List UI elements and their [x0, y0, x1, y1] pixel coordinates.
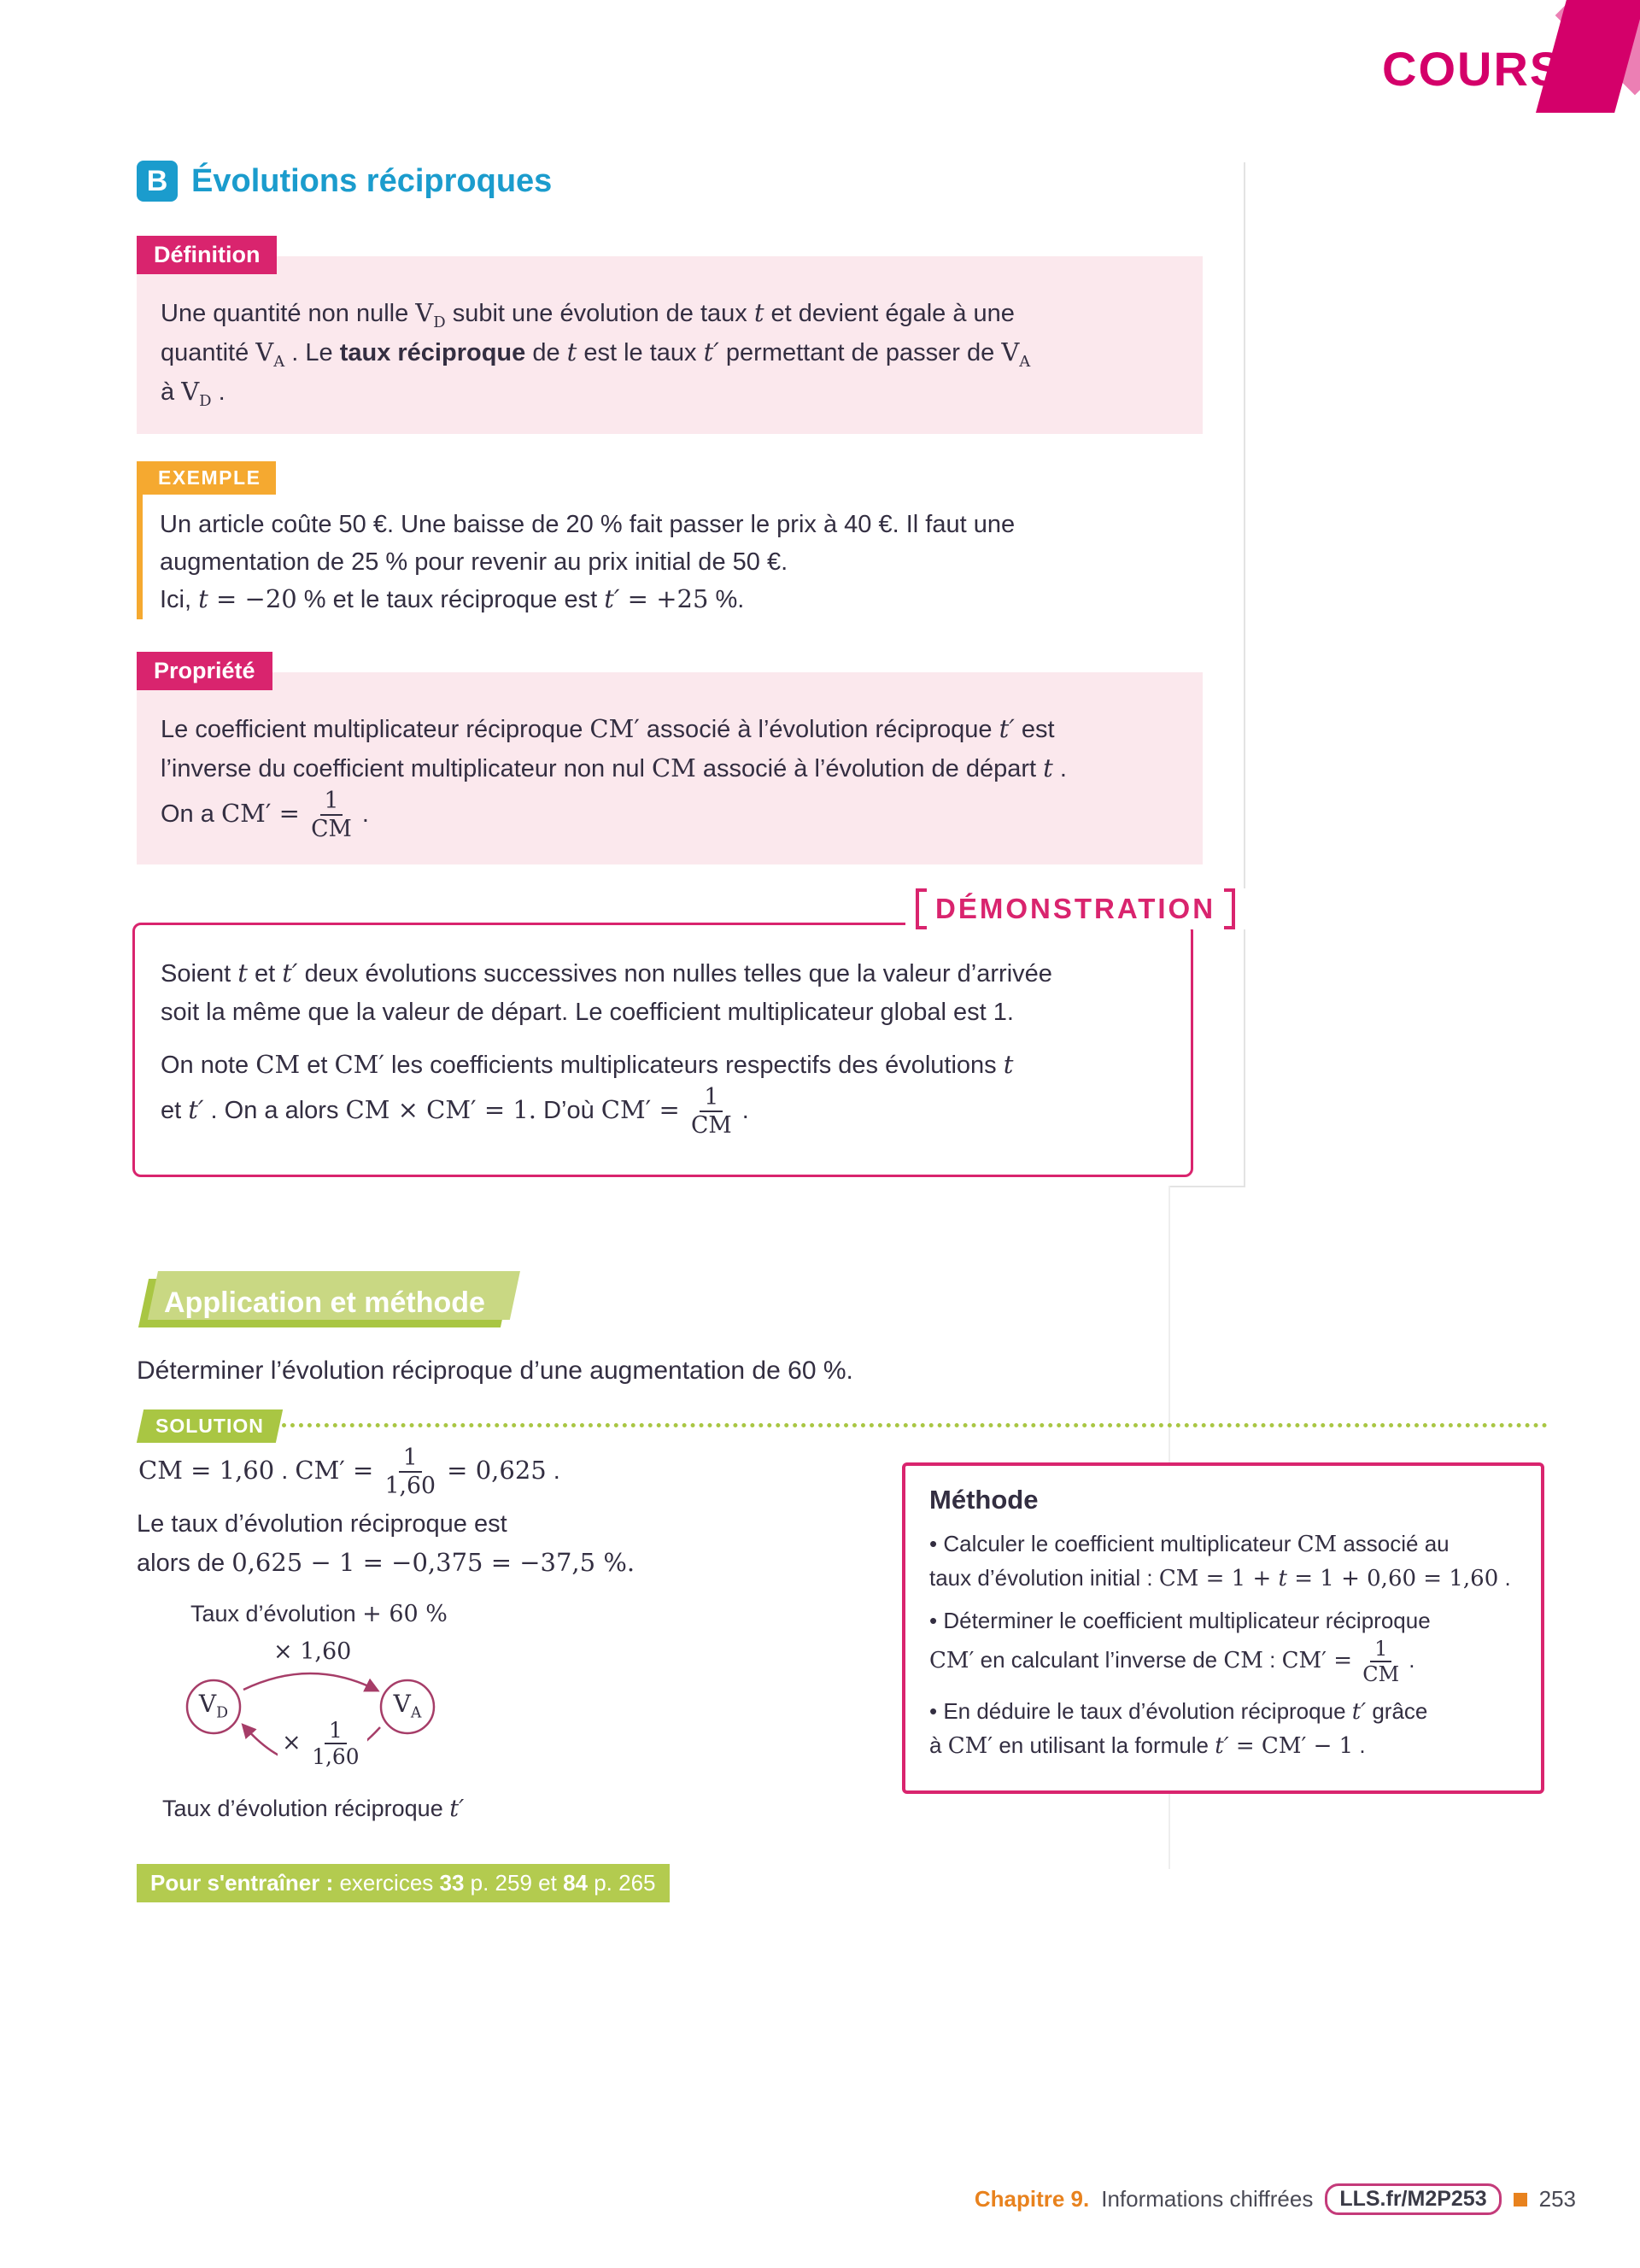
definition-badge: Définition: [137, 236, 277, 274]
methode-bullet-2: • Déterminer le coefficient multiplicateur réciproque CM′ en calculant l’inverse de CM : CM′ = $\frac{1}{CM}$ .: [929, 1608, 1431, 1687]
solution-line-3: alors de 0,625 − 1 = −0,375 = −37,5 %.: [137, 1548, 636, 1577]
footer-chapter-title: Informations chiffrées: [1101, 2186, 1314, 2212]
lls-code-pill[interactable]: LLS.fr/M2P253: [1325, 2183, 1501, 2215]
demonstration-label: [905, 888, 1245, 929]
pour-sentrainer-bar: Pour s'entraîner : exercices 33 p. 259 et 84 p. 265: [137, 1864, 670, 1902]
application-banner: [138, 1279, 511, 1327]
diagram-circle-vd-label: $V_D$: [198, 1690, 229, 1722]
solution-dotted-line: [282, 1423, 1548, 1427]
exemple-badge: EXEMPLE: [143, 461, 276, 495]
definition-box: [137, 256, 1203, 434]
demonstration-paragraph-2: On note CM et CM′ les coefficients multiplicateurs respectifs des évolutions t et t′ . On a alors CM × CM′ = 1. D’où CM′ = $\frac{1}{CM}$ .: [161, 1049, 1014, 1140]
page-edge-line-vertical: [1244, 162, 1245, 1186]
footer-chapter-label: Chapitre 9.: [974, 2186, 1090, 2212]
definition-text: Une quantité non nulle $V_D$ subit une évolution de taux t et devient égale à une quantité $V_A$ . Le taux réciproque de t est le taux t′ permettant de passer de $V_A$ à $V_D$ .: [161, 298, 1031, 410]
application-banner-text: Application et méthode: [164, 1286, 485, 1319]
application-prompt: Déterminer l’évolution réciproque d’une augmentation de 60 %.: [137, 1357, 853, 1385]
section-title: Évolutions réciproques: [191, 162, 553, 199]
page-number: 253: [1538, 2186, 1576, 2212]
solution-line-1: CM = 1,60 . CM′ = $\frac{1}{1,60}$ = 0,625 .: [138, 1445, 560, 1500]
exemple-text: Un article coûte 50 €. Une baisse de 20 % fait passer le prix à 40 €. Il faut une augmentation de 25 % pour revenir au prix initial de 50 €. Ici, t = −20 % et le taux réciproque est t′ = +25 %.: [160, 511, 1016, 613]
methode-title: Méthode: [929, 1485, 1039, 1515]
propriete-badge: Propriété: [137, 652, 272, 690]
section-letter-badge: B: [137, 161, 178, 202]
solution-badge: [137, 1409, 283, 1443]
demonstration-paragraph-1: Soient t et t′ deux évolutions successives non nulles telles que la valeur d’arrivée soit la même que la valeur de départ. Le coefficient multiplicateur global est 1.: [161, 958, 1052, 1026]
solution-line-2: Le taux d’évolution réciproque est: [137, 1510, 507, 1538]
diagram-circle-va-label: $V_A$: [393, 1690, 422, 1722]
section-header: [137, 161, 552, 202]
propriete-text: Le coefficient multiplicateur réciproque CM′ associé à l’évolution réciproque t′ est l’inverse du coefficient multiplicateur non nul CM associé à l’évolution de départ t . On a CM′ = $\frac{1}{CM}$ .: [161, 714, 1067, 843]
page-edge-line-horizontal: [1168, 1186, 1245, 1187]
methode-bullet-1: • Calculer le coefficient multiplicateur CM associé au taux d’évolution initial : CM = 1 + t = 1 + 0,60 = 1,60 .: [929, 1531, 1511, 1591]
diagram-bottom-label: Taux d’évolution réciproque t′: [162, 1796, 465, 1822]
exemple-block: [137, 461, 1187, 619]
methode-bullet-3: • En déduire le taux d’évolution réciproque t′ grâce à CM′ en utilisant la formule t′ = CM′ − 1 .: [929, 1697, 1428, 1759]
solution-badge-text: SOLUTION: [155, 1415, 264, 1437]
evolution-diagram: [158, 1599, 500, 1830]
bracket-left-icon: [916, 888, 927, 929]
footer: [975, 2183, 1576, 2215]
demonstration-box: [132, 923, 1193, 1177]
cours-label: COURS: [1382, 42, 1564, 96]
footer-square-icon: [1514, 2193, 1527, 2206]
diagram-multiplier-top: × 1,60: [273, 1638, 352, 1665]
diagram-top-label: Taux d’évolution + 60 %: [190, 1601, 448, 1627]
diagram-multiplier-bottom: × $\frac{1}{1,60}$: [278, 1719, 367, 1769]
demonstration-label-text: DÉMONSTRATION: [935, 893, 1216, 924]
propriete-box: [137, 672, 1203, 864]
methode-box: [902, 1462, 1544, 1794]
bracket-right-icon: [1224, 888, 1235, 929]
